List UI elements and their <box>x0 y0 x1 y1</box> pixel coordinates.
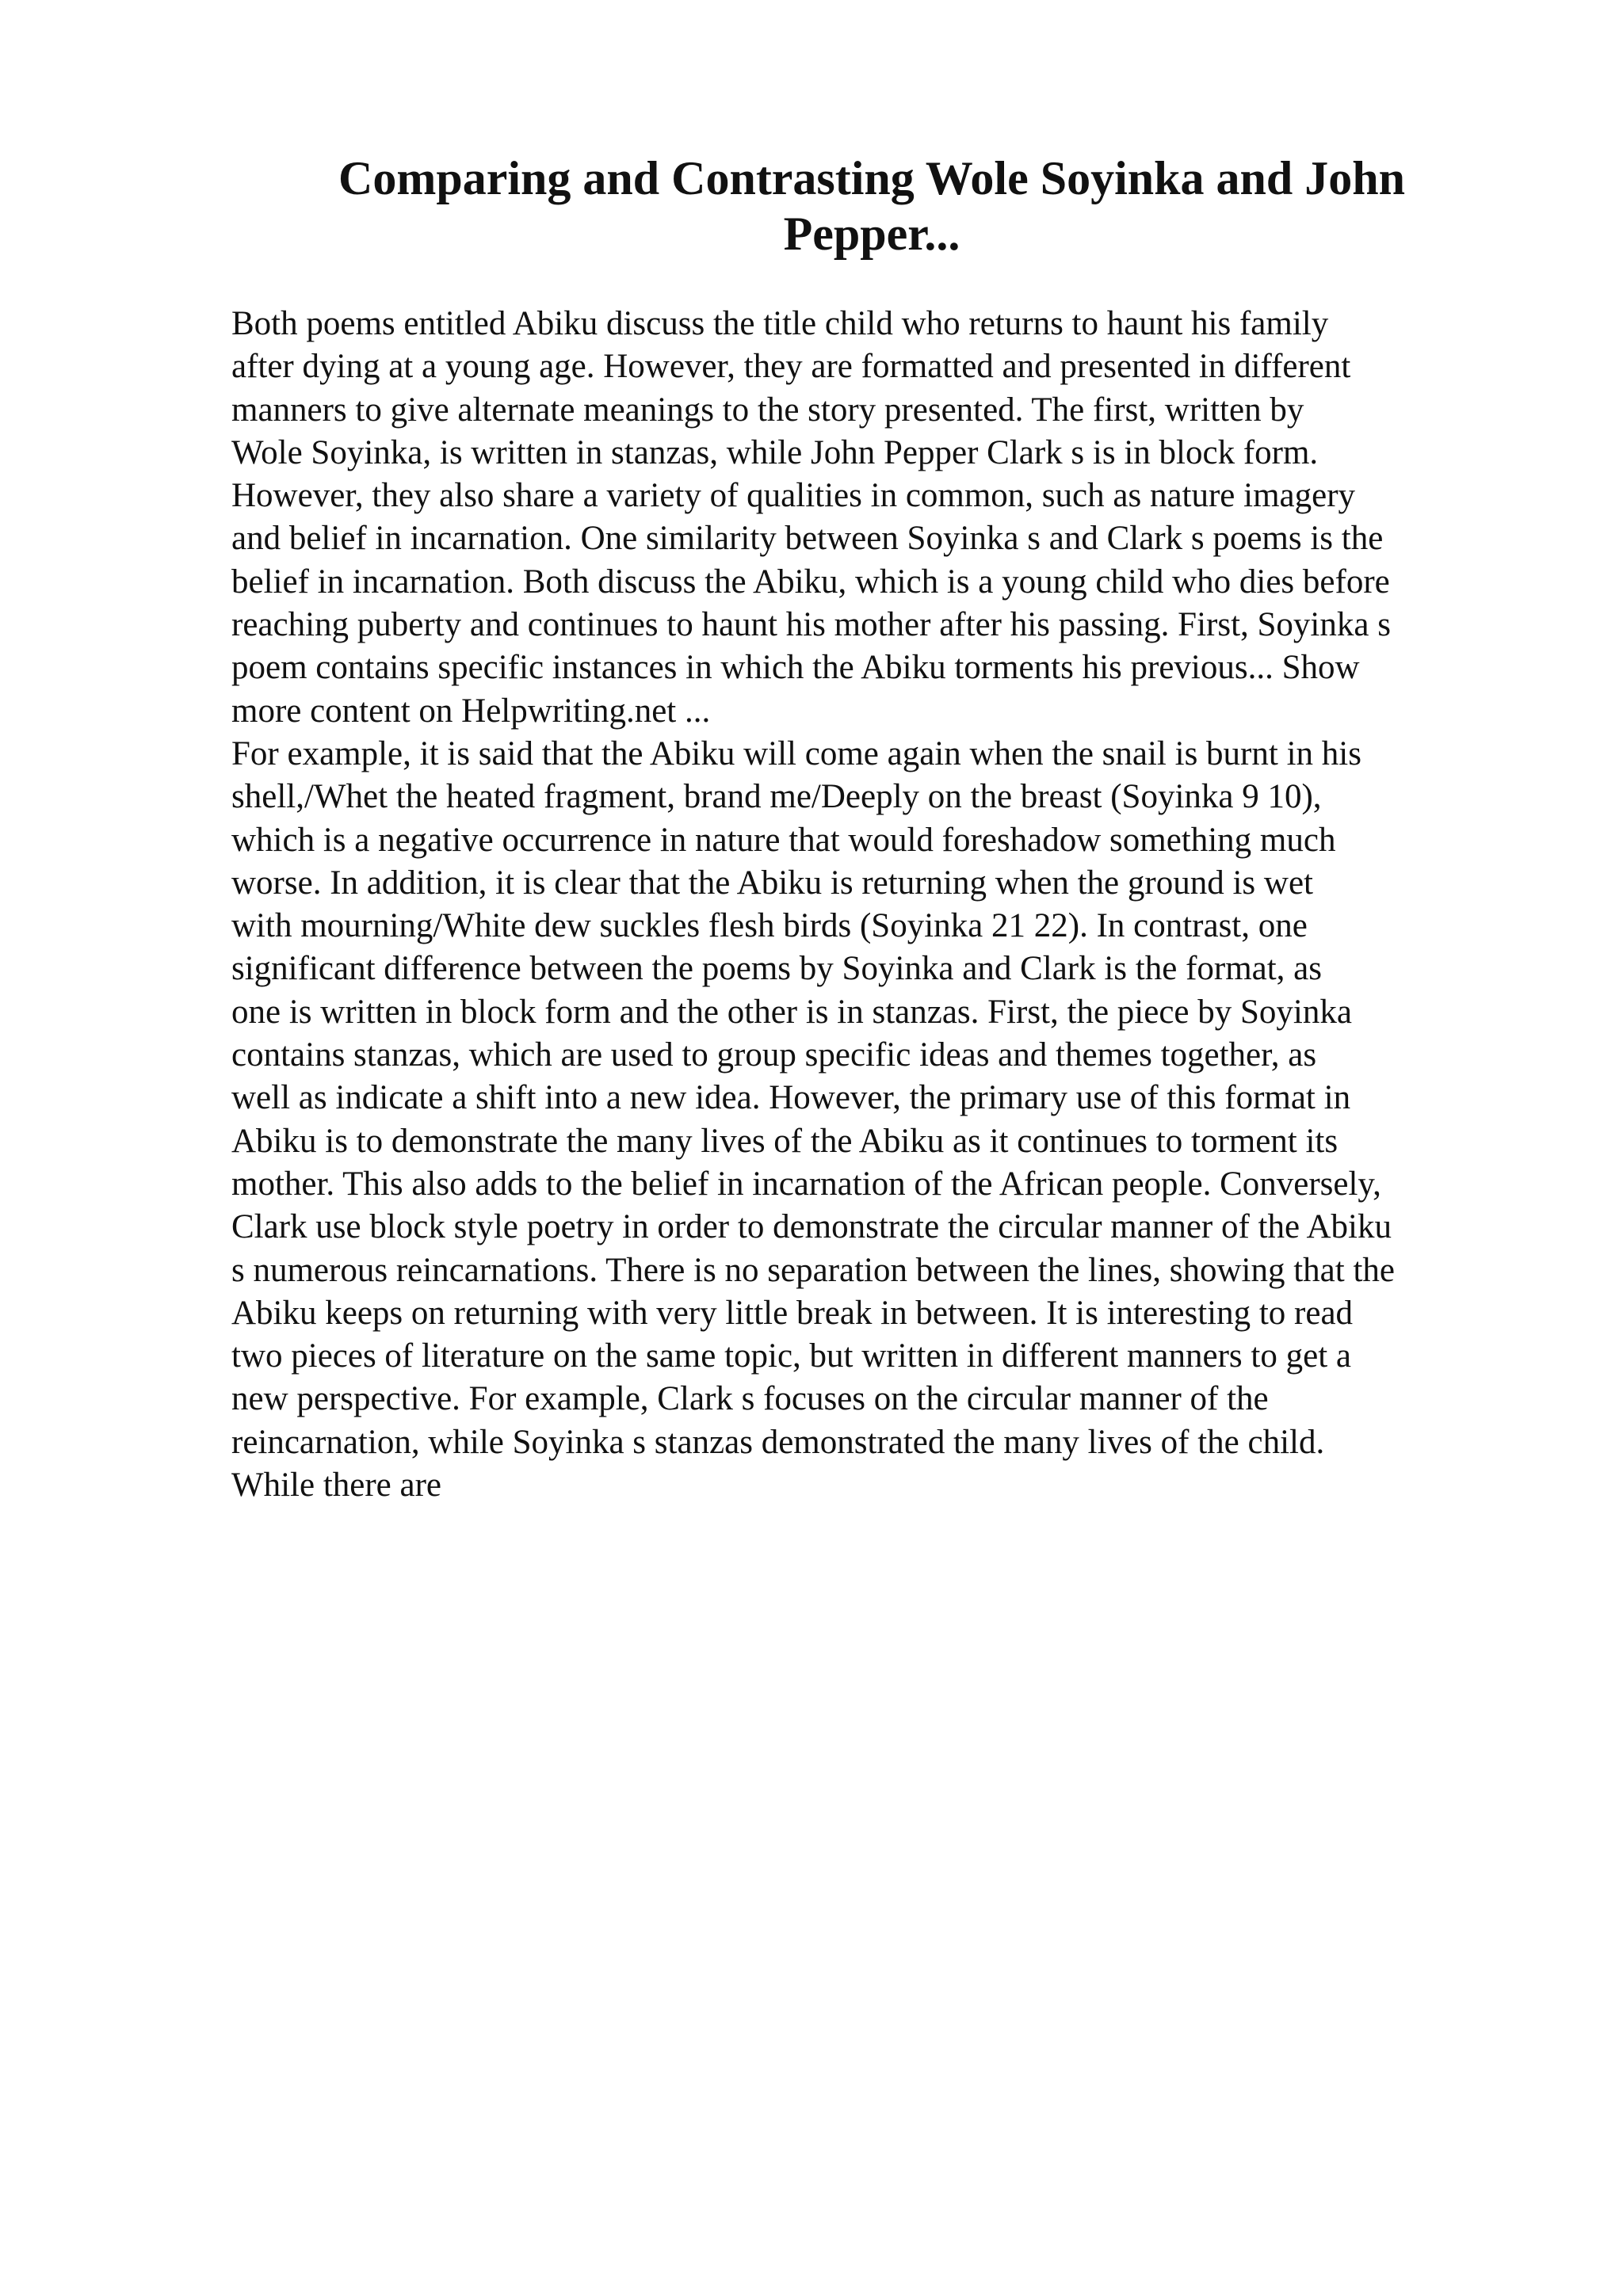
body-line: For example, it is said that the Abiku will come again when the snail is burnt in his <box>231 734 1361 772</box>
body-line: shell,/Whet the heated fragment, brand me/Deeply on the breast (Soyinka 9 10), <box>231 778 1322 816</box>
essay-body <box>231 303 1531 1507</box>
body-line: after dying at a young age. However, they are formatted and presented in different <box>231 348 1351 386</box>
body-line: which is a negative occurrence in nature that would foreshadow something much <box>231 821 1336 859</box>
body-line: and belief in incarnation. One similarity between Soyinka s and Clark s poems is the <box>231 520 1384 558</box>
body-line: one is written in block form and the other is in stanzas. First, the piece by Soyinka <box>231 993 1352 1031</box>
body-line: manners to give alternate meanings to the story presented. The first, written by <box>231 391 1304 429</box>
body-line: poem contains specific instances in which the Abiku torments his previous... Show <box>231 649 1360 687</box>
body-line: s numerous reincarnations. There is no separation between the lines, showing that the <box>231 1251 1395 1289</box>
body-line: mother. This also adds to the belief in incarnation of the African people. Conversely, <box>231 1165 1381 1203</box>
body-line: contains stanzas, which are used to group specific ideas and themes together, as <box>231 1036 1317 1074</box>
body-line: Abiku keeps on returning with very little break in between. It is interesting to read <box>231 1294 1354 1332</box>
body-line: reaching puberty and continues to haunt his mother after his passing. First, Soyinka s <box>231 606 1391 644</box>
body-line: with mourning/White dew suckles flesh birds (Soyinka 21 22). In contrast, one <box>231 907 1308 945</box>
body-line: worse. In addition, it is clear that the Abiku is returning when the ground is wet <box>231 864 1313 902</box>
body-line: While there are <box>231 1466 441 1505</box>
body-line: Abiku is to demonstrate the many lives of the Abiku as it continues to torment its <box>231 1122 1338 1160</box>
body-line: significant difference between the poems by Soyinka and Clark is the format, as <box>231 950 1322 988</box>
body-line: However, they also share a variety of qualities in common, such as nature imagery <box>231 477 1356 515</box>
body-line: Both poems entitled Abiku discuss the title child who returns to haunt his family <box>231 305 1329 342</box>
title-line-1: Comparing and Contrasting Wole Soyinka and John <box>338 152 1405 204</box>
body-line: new perspective. For example, Clark s focuses on the circular manner of the <box>231 1380 1269 1418</box>
body-line: belief in incarnation. Both discuss the Abiku, which is a young child who dies before <box>231 563 1390 601</box>
body-line: more content on Helpwriting.net ... <box>231 692 711 730</box>
page-title <box>301 151 1442 261</box>
body-line: reincarnation, while Soyinka s stanzas demonstrated the many lives of the child. <box>231 1423 1325 1461</box>
body-line: Wole Soyinka, is written in stanzas, while John Pepper Clark s is in block form. <box>231 433 1319 471</box>
body-line: Clark use block style poetry in order to demonstrate the circular manner of the Abiku <box>231 1208 1392 1246</box>
body-line: two pieces of literature on the same topic, but written in different manners to get a <box>231 1337 1351 1375</box>
title-line-2: Pepper... <box>783 208 960 260</box>
body-line: well as indicate a shift into a new idea. However, the primary use of this format in <box>231 1079 1351 1117</box>
